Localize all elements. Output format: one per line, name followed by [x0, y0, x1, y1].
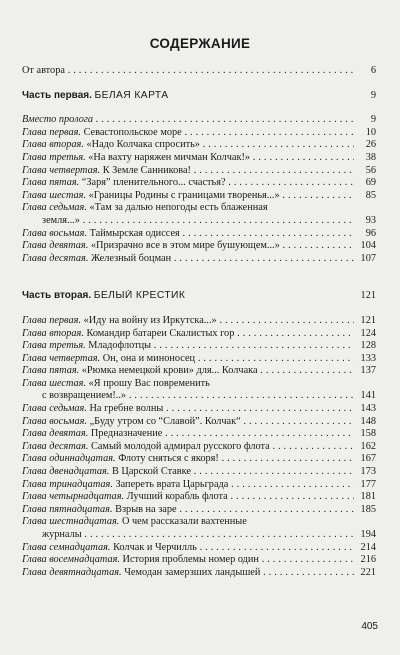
- part-two-page: 121: [360, 290, 376, 302]
- toc-entry: [22, 114, 376, 127]
- chapter-title: О чем рассказали вахтенные: [121, 516, 247, 528]
- chapter-title: “Заря” пленительного... счастья?: [81, 177, 226, 189]
- toc-entry: [22, 353, 376, 366]
- chapter-page: 141: [360, 390, 376, 402]
- toc-entry-text: [22, 453, 354, 466]
- chapter-page: 124: [360, 327, 376, 339]
- chapter-page: 137: [360, 365, 376, 377]
- toc-entry-text: [22, 554, 354, 567]
- chapter-title: «Я прошу Вас повременить: [88, 377, 210, 389]
- toc-entry: [22, 202, 376, 215]
- author-entry-page: 6: [370, 65, 376, 76]
- toc-entry: [22, 453, 376, 466]
- toc-entry-text: [22, 542, 354, 555]
- chapter-title: На гребне волны: [89, 403, 164, 415]
- toc-entry: [22, 428, 376, 441]
- chapter-label: Глава семнадцатая.: [22, 541, 111, 553]
- toc-entry-text: [22, 165, 354, 178]
- toc-entry-text: [22, 139, 354, 152]
- part-one-chapter-list: [22, 114, 376, 265]
- contents-heading: СОДЕРЖАНИЕ: [149, 36, 251, 51]
- chapter-page: 107: [360, 252, 376, 264]
- chapter-title: История проблемы номер один: [122, 554, 259, 566]
- toc-entry-text: [22, 378, 354, 391]
- chapter-label: Глава пятнадцатая.: [22, 503, 113, 515]
- chapter-label: Глава двенадцатая.: [22, 466, 110, 478]
- toc-entry-text: [22, 340, 354, 353]
- toc-entry: [22, 190, 376, 203]
- chapter-page: 143: [360, 403, 376, 415]
- toc-entry-text: [22, 177, 354, 190]
- toc-entry: [22, 567, 376, 580]
- toc-entry-text: [22, 240, 354, 253]
- toc-entry-text: [22, 441, 354, 454]
- toc-entry-text: [22, 228, 354, 241]
- chapter-title: «Иду на войну из Иркутска...»: [83, 314, 217, 326]
- toc-entry-text: [22, 504, 354, 517]
- toc-entry-text: [22, 127, 354, 140]
- chapter-label: Глава четвертая.: [22, 352, 101, 364]
- chapter-label: Глава шестая.: [22, 189, 87, 201]
- chapter-label: Глава восемнадцатая.: [22, 554, 120, 566]
- chapter-page: 96: [365, 227, 376, 239]
- author-entry-text: От автора . . .: [22, 65, 354, 78]
- chapter-title: с возвращением!..»: [42, 390, 127, 402]
- toc-entry: [22, 127, 376, 140]
- chapter-page: 173: [360, 466, 376, 478]
- chapter-title: «Призрачно все в этом мире бушующем...»: [90, 240, 280, 252]
- chapter-title: Запереть врата Царьграда: [115, 478, 229, 490]
- chapter-title: Взрыв на заре: [115, 503, 177, 515]
- toc-entry-text: [22, 403, 354, 416]
- toc-entry-text: [22, 479, 354, 492]
- part-one-page: 9: [370, 89, 376, 101]
- chapter-page: 121: [360, 314, 376, 326]
- toc-entry: [22, 504, 376, 517]
- toc-entry: [22, 139, 376, 152]
- chapter-title: Предназначение: [90, 428, 163, 440]
- chapter-title: К Земле Санникова!: [102, 164, 191, 176]
- chapter-page: 221: [360, 566, 376, 578]
- part-two-name: БЕЛЫЙ КРЕСТИК: [93, 290, 186, 302]
- chapter-title: „Буду утром со “Славой”. Колчак“: [89, 415, 241, 427]
- chapter-title: «Рюмка немецкой крови» для... Колчака: [81, 365, 258, 377]
- chapter-page: 194: [360, 529, 376, 540]
- toc-entry: [22, 340, 376, 353]
- toc-entry: [22, 315, 376, 328]
- table-of-contents: [22, 65, 376, 579]
- chapter-label: Глава девятая.: [22, 428, 89, 440]
- chapter-page: 158: [360, 428, 376, 440]
- chapter-page: 162: [360, 440, 376, 452]
- toc-entry: [22, 152, 376, 165]
- chapter-page: 167: [360, 453, 376, 465]
- chapter-page: 104: [360, 240, 376, 252]
- chapter-label: Глава десятая.: [22, 252, 89, 264]
- toc-entry: [22, 529, 376, 542]
- toc-entry-text: [22, 114, 354, 127]
- toc-entry-text: [22, 365, 354, 378]
- toc-entry: [22, 253, 376, 266]
- toc-entry-text: [22, 328, 354, 341]
- chapter-page: 10: [365, 126, 376, 138]
- chapter-label: Глава вторая.: [22, 139, 84, 151]
- chapter-title: В Царской Ставке: [111, 466, 191, 478]
- part-one-name: БЕЛАЯ КАРТА: [94, 89, 169, 101]
- toc-entry-text: [42, 215, 354, 228]
- chapter-label: Глава седьмая.: [22, 202, 87, 214]
- chapter-title: Он, она и миноносец: [102, 352, 196, 364]
- toc-entry-text: [22, 152, 354, 165]
- toc-entry: [22, 328, 376, 341]
- toc-entry: [22, 491, 376, 504]
- chapter-label: Глава тринадцатая.: [22, 478, 113, 490]
- chapter-label: Глава шестнадцатая.: [22, 516, 120, 528]
- chapter-label: Глава четырнадцатая.: [22, 491, 125, 503]
- page-number: 405: [361, 621, 378, 632]
- chapter-label: Глава первая.: [22, 126, 81, 138]
- toc-entry: [22, 240, 376, 253]
- toc-entry: [22, 416, 376, 429]
- chapter-title: Самый молодой адмирал русского флота: [90, 440, 270, 452]
- chapter-label: Глава четвертая.: [22, 164, 101, 176]
- chapter-label: Глава третья.: [22, 151, 86, 163]
- chapter-page: 214: [360, 541, 376, 553]
- toc-entry: [22, 165, 376, 178]
- chapter-label: Глава десятая.: [22, 440, 89, 452]
- chapter-page: 133: [360, 352, 376, 364]
- toc-entry: [22, 516, 376, 529]
- chapter-label: Глава восьмая.: [22, 415, 88, 427]
- chapter-title: Чемодан замерзших ландышей: [124, 566, 261, 578]
- part-one-heading: [22, 90, 376, 103]
- part-one-label: Часть первая.: [22, 89, 92, 101]
- chapter-title: «Границы Родины с границами творенья...»: [88, 189, 280, 201]
- toc-entry-text: [22, 567, 354, 580]
- chapter-title: Лучший корабль флота: [126, 491, 228, 503]
- chapter-title: журналы: [42, 529, 82, 540]
- chapter-page: 38: [365, 151, 376, 163]
- chapter-label: Глава третья.: [22, 340, 86, 352]
- toc-entry: [22, 378, 376, 391]
- toc-entry-text: [22, 516, 354, 529]
- chapter-title: «Надо Колчака спросить»: [86, 139, 200, 151]
- chapter-page: 216: [360, 554, 376, 566]
- chapter-label: Глава шестая.: [22, 377, 87, 389]
- part-two-chapter-list: [22, 315, 376, 579]
- chapter-page: 185: [360, 503, 376, 515]
- toc-entry-text: [22, 416, 354, 429]
- chapter-page: 148: [360, 415, 376, 427]
- chapter-page: 69: [365, 177, 376, 189]
- chapter-page: 9: [370, 114, 376, 126]
- chapter-title: Флоту сняться с якоря!: [118, 453, 219, 465]
- chapter-title: Командир батареи Скалистых гор: [86, 327, 235, 339]
- chapter-page: 181: [360, 491, 376, 503]
- chapter-title: «Там за далью непогоды есть блаженная: [89, 202, 268, 214]
- chapter-label: Глава пятая.: [22, 177, 80, 189]
- toc-entry: [22, 441, 376, 454]
- chapter-label: Глава пятая.: [22, 365, 80, 377]
- chapter-label: Глава восьмая.: [22, 227, 88, 239]
- chapter-label: Глава девятая.: [22, 240, 89, 252]
- chapter-title: Младофлотцы: [88, 340, 152, 352]
- toc-entry-text: [42, 529, 354, 542]
- chapter-label: Глава седьмая.: [22, 403, 87, 415]
- toc-entry: [22, 542, 376, 555]
- toc-entry-text: [22, 428, 354, 441]
- chapter-page: 85: [365, 189, 376, 201]
- toc-entry: [22, 554, 376, 567]
- author-entry: [22, 65, 376, 78]
- toc-entry: [22, 479, 376, 492]
- toc-entry-text: [22, 253, 354, 266]
- part-two-label: Часть вторая.: [22, 290, 92, 302]
- part-two-heading: [22, 290, 376, 303]
- chapter-page: 177: [360, 478, 376, 490]
- chapter-page: 56: [365, 164, 376, 176]
- chapter-title: «На вахту наряжен мичман Колчак!»: [88, 151, 251, 163]
- toc-entry-text: [22, 466, 354, 479]
- toc-entry: [22, 215, 376, 228]
- chapter-page: 26: [365, 139, 376, 151]
- chapter-label: Глава вторая.: [22, 327, 84, 339]
- chapter-label: Глава одиннадцатая.: [22, 453, 116, 465]
- chapter-title: Таймырская одиссея: [89, 227, 180, 239]
- toc-entry: [22, 403, 376, 416]
- toc-entry: [22, 365, 376, 378]
- toc-entry: [22, 228, 376, 241]
- chapter-title: земля...»: [42, 214, 80, 226]
- toc-entry-text: [42, 390, 354, 403]
- chapter-label: Вместо пролога: [22, 114, 94, 126]
- chapter-title: Севастопольское море: [83, 126, 182, 138]
- chapter-title: Железный боцман: [90, 252, 172, 264]
- toc-entry-text: [22, 202, 354, 215]
- toc-entry-text: [22, 315, 354, 328]
- chapter-label: Глава девятнадцатая.: [22, 566, 122, 578]
- chapter-page: 93: [365, 214, 376, 226]
- chapter-page: 128: [360, 340, 376, 352]
- chapter-title: Колчак и Черчилль: [113, 541, 197, 553]
- toc-entry-text: [22, 353, 354, 366]
- toc-entry-text: [22, 491, 354, 504]
- toc-entry-text: [22, 190, 354, 203]
- toc-entry: [22, 466, 376, 479]
- toc-entry: [22, 390, 376, 403]
- chapter-label: Глава первая.: [22, 314, 81, 326]
- toc-entry: [22, 177, 376, 190]
